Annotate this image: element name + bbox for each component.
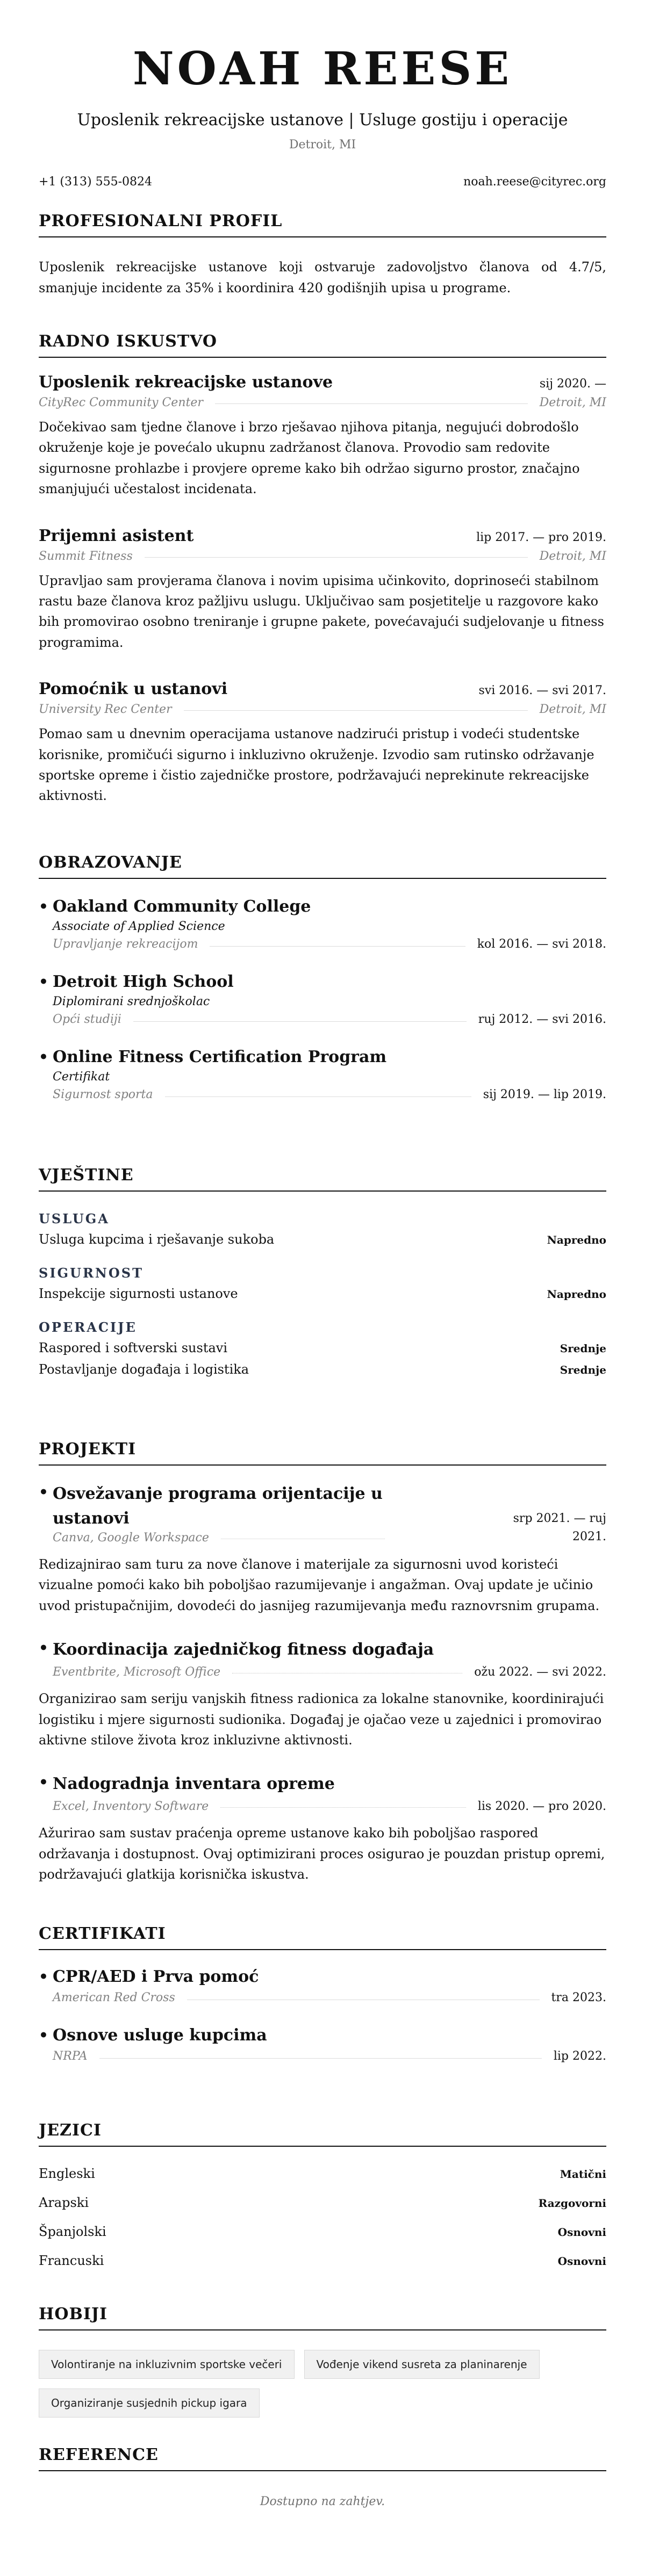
candidate-name: NOAH REESE [132,42,513,95]
project-description: Ažurirao sam sustav praćenja opreme ustanove kako bih poboljšao raspored održavanja i dostupnost. Ovaj optimizirani proces osigurao je pouzdan pristup opremi, podržavajući glatkija korisnička iskustva. [39,1825,605,1882]
project-date-line: 2021. [572,1530,606,1543]
job-entry [39,526,606,653]
language-name: Engleski [39,2166,95,2181]
education-date: kol 2016. — svi 2018. [477,937,606,951]
language-name: Arapski [39,2195,89,2210]
email: noah.reese@cityrec.org [463,175,606,189]
project-title: • Nadogradnja inventara opreme [53,1774,335,1794]
degree: Certifikat [53,1070,110,1084]
skill-category-name: SIGURNOST [39,1265,144,1281]
profile-text: Uposlenik rekreacijske ustanove koji ostvaruje zadovoljstvo članova od 4.7/5, smanjuje incidente za 35% i koordinira 420 godišnjih upisa u programe. [39,259,606,295]
hobby-tag: Volontiranje na inkluzivnim sportske večeri [39,2350,295,2379]
job-title: Uposlenik rekreacijske ustanove [39,373,333,392]
job-description: Dočekivao sam tjedne članove i brzo rješavao njihova pitanja, negujući dobrodošlo okruženje koje je povećalo ukupnu zadržanost članova. Provodio sam redovite sigurnosne prohlazbe i provjere opreme kako bih održao sigurno prostor, značajno smanjujući učestalost incidenata. [39,420,580,497]
job-location: Detroit, MI [539,396,606,409]
education-entry [39,971,606,1026]
project-entry [39,1637,606,1750]
skill-level: Napredno [547,1233,606,1246]
skill-category [39,1265,606,1301]
skill-category [39,1211,606,1247]
job-company: CityRec Community Center [39,396,203,409]
leader-line [145,557,528,558]
job-company: University Rec Center [39,703,172,717]
school-name: • Oakland Community College [53,897,311,916]
leader-line [184,710,528,711]
references-text: Dostupno na zahtjev. [260,2495,385,2508]
section-title-hobbies: HOBIJI [39,2305,606,2330]
field-of-study: Upravljanje rekreacijom [53,937,198,951]
certificate-date: lip 2022. [553,2050,606,2063]
skill-category [39,1319,606,1377]
job-entry [39,373,606,500]
references-section [39,2445,606,2508]
project-tools: Canva, Google Workspace [53,1531,209,1545]
projects-section [39,1440,606,1885]
education-entry [39,896,606,951]
certificate-entry [39,1966,606,2004]
experience-section [39,332,606,806]
education-date: ruj 2012. — svi 2016. [478,1013,606,1026]
certificate-name: • Osnove usluge kupcima [53,2026,267,2045]
project-date: ožu 2022. — svi 2022. [474,1665,606,1679]
skill-category-name: USLUGA [39,1211,110,1226]
section-title-projects: PROJEKTI [39,1440,606,1466]
language-level: Osnovni [557,2255,606,2268]
leader-line [165,1096,471,1097]
job-entry [39,680,606,806]
section-title-languages: JEZICI [39,2121,606,2147]
education-entry [39,1047,606,1101]
leader-line [215,403,528,404]
certificate-name: • CPR/AED i Prva pomoć [53,1967,259,1986]
skill-level: Srednje [560,1363,606,1376]
phone: +1 (313) 555-0824 [39,175,152,189]
project-entry [39,1772,606,1885]
language-name: Francuski [39,2253,104,2268]
skill-level: Napredno [547,1288,606,1301]
school-name: • Detroit High School [53,972,234,991]
leader-line [133,1021,467,1022]
leader-line [220,1807,466,1808]
field-of-study: Opći studiji [53,1013,121,1026]
certificate-date: tra 2023. [551,1991,606,2004]
skill-name: Postavljanje događaja i logistika [39,1362,249,1377]
certificates-section [39,1924,606,2063]
contact-row [39,175,606,189]
certificate-issuer: American Red Cross [53,1991,175,2004]
job-title: Pomoćnik u ustanovi [39,680,228,699]
job-description: Pomao sam u dnevnim operacijama ustanove nadzirući pristup i vodeći studentske korisnike, promičući sigurno i inkluzivno okruženje. Izvodio sam rutinsko održavanje sportske opreme i čistio zajedničke prostore, podržavajući neprekinute rekreacijske aktivnosti. [39,726,594,804]
job-description: Upravljao sam provjerama članova i novim upisima učinkovito, doprinoseći stabilnom rastu baze članova kroz pažljivu uslugu. Uključivao sam posjetitelje u razgovore kako bih promovirao osobno treniranje i grupne pakete, povećavajući sudjelovanje u fitness programima. [39,573,604,650]
section-title-education: OBRAZOVANJE [39,853,606,879]
hobby-tags [39,2350,606,2418]
section-title-certificates: CERTIFIKATI [39,1924,606,1950]
school-name: • Online Fitness Certification Program [53,1048,387,1066]
leader-line [210,946,465,947]
certificate-entry [39,2025,606,2063]
certificate-issuer: NRPA [53,2050,88,2063]
job-company: Summit Fitness [39,549,133,563]
skill-category-name: OPERACIJE [39,1319,137,1335]
skill-row [39,1362,606,1377]
language-level: Osnovni [557,2226,606,2239]
project-description: Organizirao sam seriju vanjskih fitness radionica za lokalne stanovnike, koordinirajući logistiku i mjere sigurnosti sudionika. Događaj je ojačao veze u zajednici i promovirao aktivne stilove života kroz inkluzivne aktivnosti. [39,1691,604,1748]
job-date: lip 2017. — pro 2019. [476,530,606,544]
language-row [39,2166,606,2181]
skills-section [39,1166,606,1377]
job-location: Detroit, MI [539,703,606,717]
location: Detroit, MI [289,138,356,151]
job-location: Detroit, MI [539,549,606,563]
project-entry [39,1482,606,1616]
skill-row [39,1286,606,1301]
hobby-tag: Vođenje vikend susreta za planinarenje [304,2350,540,2379]
skill-name: Usluga kupcima i rješavanje sukoba [39,1232,275,1247]
skill-level: Srednje [560,1342,606,1355]
headline: Uposlenik rekreacijske ustanove | Usluge gostiju i operacije [77,111,568,129]
skill-name: Inspekcije sigurnosti ustanove [39,1286,238,1301]
degree: Diplomirani srednjoškolac [53,995,210,1008]
hobbies-section [39,2305,606,2418]
job-title: Prijemni asistent [39,526,194,545]
skill-row [39,1340,606,1355]
degree: Associate of Applied Science [53,920,225,933]
section-title-profile: PROFESIONALNI PROFIL [39,212,606,237]
skill-name: Raspored i softverski sustavi [39,1340,227,1355]
education-date: sij 2019. — lip 2019. [483,1088,606,1101]
language-row [39,2224,606,2239]
section-title-skills: VJEŠTINE [39,1166,606,1192]
project-title: • Osvežavanje programa orijentacije u ustanovi [53,1484,383,1528]
project-tools: Excel, Inventory Software [53,1800,209,1814]
job-date: sij 2020. — [539,377,606,391]
hobby-tag: Organiziranje susjednih pickup igara [39,2389,260,2418]
section-title-experience: RADNO ISKUSTVO [39,332,606,358]
language-name: Španjolski [39,2224,106,2239]
leader-line [99,2058,542,2059]
section-title-references: REFERENCE [39,2445,606,2471]
languages-section [39,2121,606,2268]
project-tools: Eventbrite, Microsoft Office [53,1665,221,1679]
project-date: lis 2020. — pro 2020. [477,1800,606,1814]
language-level: Matični [560,2168,606,2181]
project-date-line: srp 2021. — ruj [513,1512,606,1525]
skill-row [39,1232,606,1247]
project-date [513,1482,606,1546]
job-date: svi 2016. — svi 2017. [478,684,606,698]
language-level: Razgovorni [538,2197,606,2210]
field-of-study: Sigurnost sporta [53,1088,153,1101]
profile-section [39,212,606,299]
language-row [39,2253,606,2268]
project-title: • Koordinacija zajedničkog fitness događaja [53,1640,434,1659]
education-section [39,853,606,1101]
project-description: Redizajnirao sam turu za nove članove i materijale za sigurnosni uvod koristeći vizualne pomoći kako bih poboljšao razumijevanje i angažman. Ovaj update je učinio uvod pristupačnijim, dovodeći do jasnijeg razumijevanja među raznovrsnim grupama. [39,1557,600,1613]
language-row [39,2195,606,2210]
